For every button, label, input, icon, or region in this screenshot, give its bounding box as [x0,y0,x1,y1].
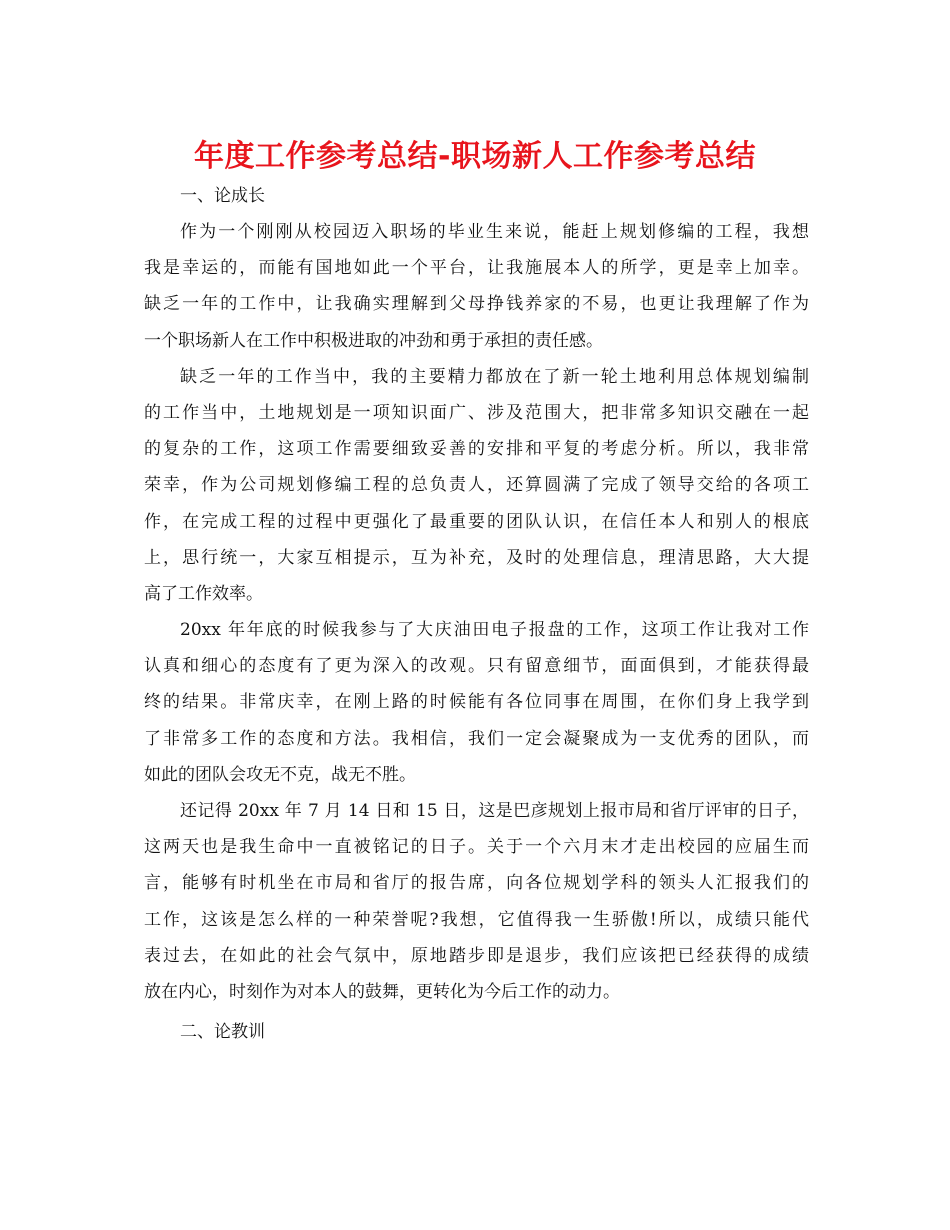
paragraph [144,793,809,1010]
document-title: 年度工作参考总结-职场新人工作参考总结 [194,139,756,174]
paragraph-line: 我是幸运的，而能有国地如此一个平台，让我施展本人的所学，更是幸上加幸。 [144,258,809,279]
paragraph-line: 这两天也是我生命中一直被铭记的日子。关于一个六月末才走出校园的应届生而 [144,837,809,858]
paragraph-line: 作为一个刚刚从校园迈入职场的毕业生来说，能赶上规划修编的工程，我想 [180,222,809,242]
paragraph-line: 的复杂的工作，这项工作需要细致妥善的安排和平复的考虑分析。所以，我非常 [144,439,809,460]
document-body [144,178,809,1050]
section-heading-lessons: 二、论教训 [180,1022,265,1043]
paragraph-line: 如此的团队会攻无不克，战无不胜。 [144,764,416,785]
paragraph-line: 荣幸，作为公司规划修编工程的总负责人，还算圆满了完成了领导交给的各项工 [144,475,809,496]
paragraph-line: 缺乏一年的工作当中，我的主要精力都放在了新一轮土地利用总体规划编制 [180,366,809,387]
paragraph-line: 认真和细心的态度有了更为深入的改观。只有留意细节，面面俱到，才能获得最 [144,656,809,677]
section-heading-growth: 一、论成长 [180,186,265,206]
paragraph [144,612,809,793]
paragraph-line: 言，能够有时机坐在市局和省厅的报告席，向各位规划学科的领头人汇报我们的 [144,873,809,894]
paragraph-line: 一个职场新人在工作中积极进取的冲劲和勇于承担的责任感。 [144,330,603,351]
paragraph-line: 高了工作效率。 [144,583,263,604]
paragraph-line: 缺乏一年的工作中，让我确实理解到父母挣钱养家的不易，也更让我理解了作为 [144,294,809,315]
paragraph-line: 的工作当中，土地规划是一项知识面广、涉及范围大，把非常多知识交融在一起 [144,402,809,423]
paragraph-line: 表过去，在如此的社会气氛中，原地踏步即是退步，我们应该把已经获得的成绩 [144,945,809,966]
paragraph-line: 工作，这该是怎么样的一种荣誉呢?我想，它值得我一生骄傲!所以，成绩只能代 [144,909,809,930]
paragraph-line: 还记得 20xx 年 7 月 14 日和 15 日，这是巴彦规划上报市局和省厅评审的日子， [180,801,809,821]
paragraph-line: 上，思行统一，大家互相提示，互为补充，及时的处理信息，理清思路，大大提 [144,547,809,568]
paragraph-line: 终的结果。非常庆幸，在刚上路的时候能有各位同事在周围，在你们身上我学到 [144,692,809,713]
paragraph-line: 20xx 年年底的时候我参与了大庆油田电子报盘的工作，这项工作让我对工作 [180,620,809,641]
paragraph [144,214,809,359]
paragraph-line: 放在内心，时刻作为对本人的鼓舞，更转化为今后工作的动力。 [144,981,620,1002]
paragraph-line: 了非常多工作的态度和方法。我相信，我们一定会凝聚成为一支优秀的团队，而 [144,728,809,749]
paragraph-line: 作，在完成工程的过程中更强化了最重要的团队认识，在信任本人和别人的根底 [144,511,809,532]
paragraph [144,359,809,612]
